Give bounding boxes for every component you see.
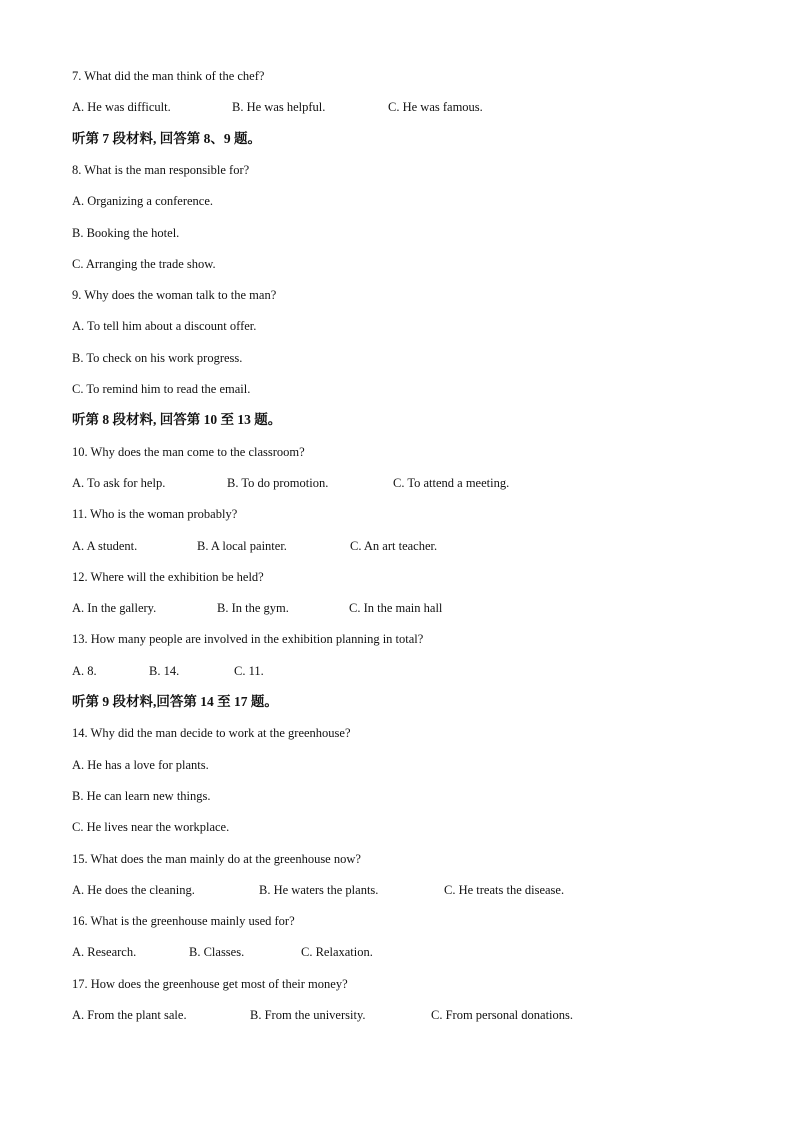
question-line: 10. Why does the man come to the classroom? bbox=[72, 444, 305, 459]
option-row bbox=[72, 663, 692, 679]
option-row bbox=[72, 1007, 692, 1023]
answer-option: C. To attend a meeting. bbox=[393, 475, 510, 490]
answer-option: C. He was famous. bbox=[388, 100, 483, 115]
question-line: 15. What does the man mainly do at the greenhouse now? bbox=[72, 851, 361, 866]
question-line: 8. What is the man responsible for? bbox=[72, 162, 250, 177]
answer-option: C. 11. bbox=[234, 663, 264, 678]
answer-option: C. He treats the disease. bbox=[444, 882, 565, 897]
option-row bbox=[72, 944, 692, 960]
answer-option: B. He waters the plants. bbox=[259, 882, 379, 897]
answer-option: B. 14. bbox=[149, 663, 180, 678]
question-line: 17. How does the greenhouse get most of their money? bbox=[72, 976, 348, 991]
question-line: A. Organizing a conference. bbox=[72, 194, 214, 209]
question-line: C. To remind him to read the email. bbox=[72, 382, 251, 396]
question-line: B. To check on his work progress. bbox=[72, 350, 243, 365]
option-row bbox=[72, 600, 692, 616]
answer-option: B. In the gym. bbox=[217, 601, 289, 616]
answer-option: B. He was helpful. bbox=[232, 100, 326, 115]
answer-option: A. In the gallery. bbox=[72, 601, 157, 616]
answer-option: B. To do promotion. bbox=[227, 475, 329, 490]
answer-option: C. An art teacher. bbox=[350, 538, 438, 553]
section-heading: 听第 9 段材料,回答第 14 至 17 题。 bbox=[72, 694, 278, 709]
question-line: B. Booking the hotel. bbox=[72, 225, 180, 240]
question-line: 7. What did the man think of the chef? bbox=[72, 69, 265, 83]
question-line: C. He lives near the workplace. bbox=[72, 820, 230, 835]
answer-option: A. To ask for help. bbox=[72, 475, 166, 490]
answer-option: B. Classes. bbox=[189, 945, 245, 960]
option-row bbox=[72, 538, 692, 554]
answer-option: B. From the university. bbox=[250, 1008, 366, 1022]
option-row bbox=[72, 99, 692, 115]
question-line: 13. How many people are involved in the exhibition planning in total? bbox=[72, 632, 424, 647]
answer-option: B. A local painter. bbox=[197, 538, 287, 553]
question-line: 9. Why does the woman talk to the man? bbox=[72, 288, 277, 303]
question-line: B. He can learn new things. bbox=[72, 788, 211, 803]
section-heading: 听第 7 段材料, 回答第 8、9 题。 bbox=[72, 130, 261, 146]
answer-option: C. From personal donations. bbox=[431, 1008, 574, 1022]
answer-option: A. He was difficult. bbox=[72, 100, 171, 115]
answer-option: A. A student. bbox=[72, 538, 138, 553]
question-line: C. Arranging the trade show. bbox=[72, 256, 216, 271]
option-row bbox=[72, 882, 692, 898]
question-line: A. To tell him about a discount offer. bbox=[72, 319, 257, 334]
option-row bbox=[72, 475, 692, 491]
question-line: 12. Where will the exhibition be held? bbox=[72, 569, 264, 584]
answer-option: A. From the plant sale. bbox=[72, 1008, 187, 1022]
answer-option: C. Relaxation. bbox=[301, 945, 373, 960]
answer-option: C. In the main hall bbox=[349, 601, 443, 616]
question-line: 16. What is the greenhouse mainly used for? bbox=[72, 914, 295, 929]
question-line: A. He has a love for plants. bbox=[72, 757, 209, 772]
answer-option: A. Research. bbox=[72, 945, 137, 960]
section-heading: 听第 8 段材料, 回答第 10 至 13 题。 bbox=[72, 412, 282, 428]
answer-option: A. He does the cleaning. bbox=[72, 882, 195, 897]
answer-option: A. 8. bbox=[72, 663, 97, 678]
question-line: 11. Who is the woman probably? bbox=[72, 507, 238, 522]
question-line: 14. Why did the man decide to work at the greenhouse? bbox=[72, 726, 351, 741]
